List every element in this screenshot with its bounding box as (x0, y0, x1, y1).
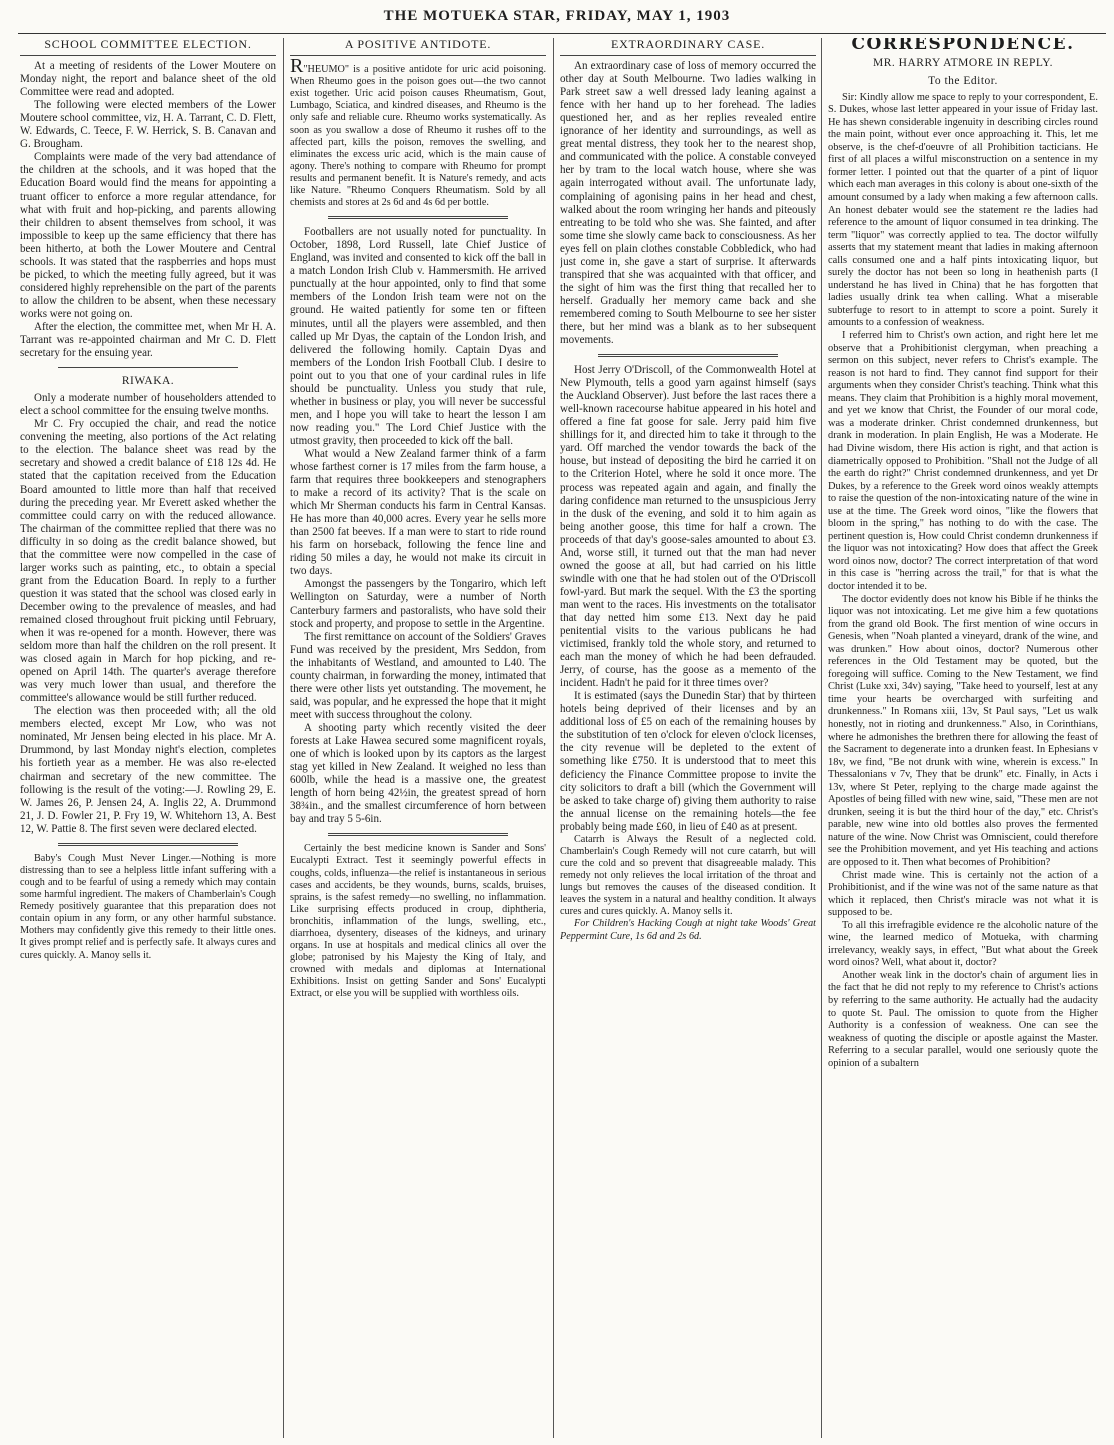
letter-paragraph: I referred him to Christ's own action, and right here let me observe that a Prohibitionist clergyman, when preaching a sermon on this subject, never refers to Christ's example. The reason is not hard to find. They cannot find support for their arguments when they consider Christ's teaching. Think what this means. They claim that Prohibition is a highly moral movement, and yet we know that Christ, the Founder of our moral code, was a moderate drinker. Christ condemned drunkenness, but drank in moderation. In plain English, He was a Moderate. He had Divine wisdom, there His action is right, and that action is diametrically opposed to Prohibition. "Shall not the Judge of all the earth do right?" Christ condemned drunkenness, and yet Dr Dukes, by a reference to the Greek word oinos weakly attempts to raise the question of the non-intoxicating nature of the wine in use at the time. The Greek word oinos, "like the flowers that bloom in the spring," has nothing to do with the case. The pertinent question is, How could Christ condemn drunkenness if the liquor was not intoxicating? How does that affect the Greek word oinos now, doctor? The correct interpretation of that word in this case is "herring across the trail," for that is what the doctor intended it to be. (828, 330, 1098, 592)
letter-paragraph: Another weak link in the doctor's chain of argument lies in the fact that he did not reply to my reference to Christ's actions by referring to the same authority. He actually had the audacity to quote St. Paul. The omission to quote from the Higher Authority is a confession of weakness. One can see the weakness of quoting the disciple or apostle against the Master. Referring to a secular parallel, would one seriously quote the opinion of a subaltern (828, 969, 1098, 1069)
article-paragraph: The election was then proceeded with; all the old members elected, except Mr Low, who was not nominated, Mr Jensen being elected in his place. Mr A. Drummond, by last Monday night's election, completes his fortieth year as a member. He was also re-elected chairman and secretary of the new committee. The following is the result of the voting:—J. Rowling 29, E. W. James 26, P. Jensen 24, A. Inglis 22, A. Drummond 21, J. D. Fowler 21, P. Fry 19, W. Whitehorn 13, A. Best 12, W. Pattie 8. The first seven were declared elected. (20, 705, 276, 835)
article-paragraph: The first remittance on account of the Soldiers' Graves Fund was received by the president, Mrs Seddon, from the inhabitants of Westland, and amounted to L40. The county chairman, in forwarding the money, intimated that there were other lists yet outstanding. The movement, he said, was popular, and he expressed the hope that it might meet with success throughout the colony. (290, 630, 546, 721)
riwaka-heading: RIWAKA. (121, 375, 175, 388)
article-paragraph: The following were elected members of the Lower Moutere school committee, viz, H. A. Tarrant, C. D. Flett, W. Edwards, C. Teece, F. W. Herrick, S. B. Canavan and G. Brougham. (20, 99, 276, 151)
article-paragraph: An extraordinary case of loss of memory occurred the other day at South Melbourne. Two ladies walking in Park street saw a well dressed lady leaning against a fence with her hand up to her forehead. The ladies questioned her, and as her replies revealed entire ignorance of her identity and surroundings, as well as great mental distress, they took her to the nearest shop, and communicated with the police. A constable conveyed her by tram to the local watch house, where she was again interrogated without avail. The unfortunate lady, complaining of agonising pains in her head and chest, walked about the room wringing her hands and piteously entreating to be told who she was. She fainted, and after some time she slowly came back to consciousness. As her eyes fell on plain clothes constable Cobbledick, who had just come in, she gave a start of surprise. It afterwards transpired that she was acquainted with that officer, and the sight of him was the first thing that recalled her to herself. Gradually her memory came back and she remembered coming to South Melbourne to see her sister there, but her mind was a blank as to her subsequent movements. (560, 60, 816, 347)
extraordinary-case-heading: EXTRAORDINARY CASE. (560, 38, 816, 56)
letter-paragraph: Christ made wine. This is certainly not the action of a Prohibitionist, and if the wine was not of the same nature as that which it replaced, then Christ's miracle was not what it is supposed to be. (828, 869, 1098, 919)
catarrh-advert: Catarrh is Always the Result of a neglected cold. Chamberlain's Cough Remedy will not cure catarrh, but will cure the cold and so prevent that disagreeable malady. This remedy not only relieves the local irritation of the throat and lungs but removes the causes of the diseased condition. It leaves the system in a natural and healthy condition. It always cures and cures quickly. A. Manoy sells it. (560, 833, 816, 918)
article-paragraph: At a meeting of residents of the Lower Moutere on Monday night, the report and balance sheet of the old Committee were read and adopted. (20, 60, 276, 99)
column-separator (283, 38, 284, 1438)
article-paragraph: A shooting party which recently visited the deer forests at Lake Hawea secured some magnificent royals, one of which is looked upon by its captors as the largest stag yet killed in New Zealand. It weighed no less than 600lb, while the head is a massive one, the greatest length of horn being 42½in, the greatest spread of horn 38¾in., and the smallest circumference of horn between bay and tray 5 5-6in. (290, 721, 546, 826)
column-3 (560, 38, 816, 1438)
antidote-heading: A POSITIVE ANTIDOTE. (290, 38, 546, 56)
article-paragraph: Host Jerry O'Driscoll, of the Commonwealth Hotel at New Plymouth, tells a good yarn against himself (says the Auckland Observer). Just before the last races there a well-known racecourse habitue appeared in his hotel and offered a fine fat goose for sale. Jerry paid him five shillings for it, and directed him to take it through to the yard. Off marched the vendor towards the back of the house, but instead of depositing the bird he carried it on to the Criterion Hotel, where he sold it once more. The process was repeated again and again, and finally the daring confidence man returned to the unsuspicious Jerry in the dusk of the evening, and sold it to him again as being another goose, this time for half a crown. The proceeds of that day's goose-sales amounted to about £3. And, worse still, it turned out that the man had never owned the goose at all, but had carried on his little swindle with one that he had stolen out of the O'Driscoll fowl-yard. But mark the sequel. With the £3 the sporting man went to the races. His investments on the totalisator that day netted him some £13. Next day he paid penitential visits to the various publicans he had victimised, frankly told the whole story, and returned to each man the money of which he had been defrauded. Jerry, of course, has the goose as a memento of the incident. Hadn't he paid for it three times over? (560, 364, 816, 690)
letter-paragraph: To all this irrefragible evidence re the alcoholic nature of the wine, the learned medico of Motueka, with charming irrelevancy, weakly says, in effect, "But what about the Greek word oinos? Well, what about it, doctor? (828, 919, 1098, 969)
divider (328, 833, 508, 836)
column-2 (290, 38, 546, 1438)
article-paragraph: After the election, the committee met, when Mr H. A. Tarrant was re-appointed chairman and Mr C. D. Flett secretary for the ensuing year. (20, 320, 276, 360)
divider (58, 843, 238, 846)
column-separator (553, 38, 554, 1438)
masthead-rule (18, 33, 1106, 34)
article-paragraph: Complaints were made of the very bad attendance of the children at the schools, and it was hoped that the Education Board would find the means for appointing a truant officer to enforce a more regular attendance, for what with fruit and hop-picking, and parents allowing their children to absent themselves from school, it was impossible to keep up the same efficiency that there has been hitherto, at both the Lower Moutere and Central schools. It was stated that the raspberries and hops must be picked, to which the meeting fully agreed, but it was considered highly reprehensible on the part of the parents to allow the children to be absent, when these necessary works were not going on. (20, 151, 276, 320)
drop-cap: R (290, 55, 304, 78)
article-paragraph: What would a New Zealand farmer think of a farm whose farthest corner is 17 miles from the farm house, a farm that requires three bookkeepers and stenographers to make a record of its activity? That is the scale on which Mr Sherman conducts his farm in Central Kansas. He has more than 40,000 acres. Every year he sells more than 2500 fat beeves. If a man were to start to ride round his farm on horseback, following the fence line and riding 50 miles a day, he would not make its circuit in two days. (290, 447, 546, 578)
school-committee-heading: SCHOOL COMMITTEE ELECTION. (20, 38, 276, 56)
letter-paragraph: Sir: Kindly allow me space to reply to your correspondent, E. S. Dukes, whose last letter appeared in your issue of Friday last. He has shewn considerable ingenuity in describing circles round the main point, without ever once approaching it. This, let me observe, is the chef-d'oeuvre of all Prohibition tacticians. He first of all places a wilful misconstruction on a sentence in my former letter. I pointed out that the quarter of a pint of liquor which each man averages in this colony is about one-sixth of the amount consumed by a lady when making a few afternoon calls. An honest debater would see the statement re the ladies had reference to the amount of liquor consumed in tea drinking. The term "liquor" was correctly applied to tea. The doctor wilfully asserts that my statement meant that ladies in making afternoon calls consumed one and a half pints intoxicating liquor, but surely the doctor has not been so long in heathenish parts (I understand he has lived in China) that he has forgotten that ladies usually drink tea when calling. What a miserable subterfuge to resort to in attempt to score a point. Surely it amounts to a confession of weakness. (828, 91, 1098, 329)
article-paragraph: Amongst the passengers by the Tongariro, which left Wellington on Saturday, were a number of North Canterbury farmers and pastoralists, who have sold their stock and property, and propose to settle in the Argentine. (290, 578, 546, 630)
article-paragraph: Mr C. Fry occupied the chair, and read the notice convening the meeting, also portions of the Act relating to the election. The balance sheet was read by the secretary and showed a credit balance of £18 12s 4d. He stated that the capitation received from the Education Board amounted to little more than half that received during the preceding year. Mr Everett asked whether the committee could carry on with the reduced allowance. The chairman of the committee replied that there was no difficulty in so doing as the credit balance showed, but that the committee were now compelled in the case of larger works such as painting, etc., to obtain a special grant from the Education Board. In reply to a further question it was stated that the school was closed early in December owing to the prevalence of measles, and had remained closed throughout fruit picking until February, when it was re-opened for a month. However, there was seldom more than half the children on the roll present. It was closed again in March for hop picking, and re-opened on April 14th. The quarter's average therefore was very much lower than usual, and therefore the committee's allowance would be still further reduced. (20, 418, 276, 705)
letter-addressee: To the Editor. (928, 75, 998, 88)
article-paragraph: Only a moderate number of householders attended to elect a school committee for the ensuing twelve months. (20, 392, 276, 418)
article-paragraph: It is estimated (says the Dunedin Star) that by thirteen hotels being deprived of their licenses and by an additional loss of £5 on each of the remaining houses by the substitution of ten o'clock for eleven o'clock licenses, the city revenue will be depleted to the extent of something like £750. It is understood that to meet this deficiency the Finance Committee propose to invite the city solicitors to draft a bill (which the Government will be asked to take charge of) giving them authority to raise the annual license on the remaining hotels—the fee probably being made £60, in lieu of £40 as at present. (560, 690, 816, 833)
letter-paragraph: The doctor evidently does not know his Bible if he thinks the liquor was not intoxicating. Let me give him a few quotations from the grand old Book. The first mention of wine occurs in Genesis, when "Noah planted a vineyard, drank of the wine, and was drunken." How about oinos, doctor? Numerous other references in the Old Testament may be quoted, but the foregoing will suffice. Coming to the New Testament, we find Christ (Luke xxi, 34v) saying, "Take heed to yourself, lest at any time your hearts be overcharged with surfeiting and drunkenness." In Romans xiii, 13v, St Paul says, "Let us walk honestly, not in rioting and drunkenness." Also, in Corinthians, where he admonishes the brethren there for allowing the feast of the Sacrament to degenerate into a drunken feast. In Ephesians v 18v, we find, "Be not drunk with wine, wherein is excess." In Thessalonians v 7v, They that be drunk" etc. Finally, in Acts i 13v, where St Peter, replying to the charge made against the Apostles of being filled with new wine, said, "These men are not drunken, seeing it is but the third hour of the day," etc. Christ's parable, new wine into old bottles also proves the fermented nature of the wine. Now Christ was Omniscient, could therefore see the Prohibition movement, and yet His teaching and actions are opposed to it. Then what becomes of Prohibition? (828, 593, 1098, 868)
divider (58, 367, 238, 368)
eucalypti-advert: Certainly the best medicine known is Sander and Sons' Eucalypti Extract. Test it seemingly powerful effects in coughs, colds, influenza—the relief is instantaneous in serious cases and accidents, be they wounds, burns, scalds, bruises, sprains, is the safest remedy—no swelling, no inflammation. Like surprising effects produced in croup, diphtheria, bronchitis, inflammation of the lungs, swelling, etc., diarrhoea, dysentery, diseases of the kidneys, and urinary organs. In use at hospitals and medical clinics all over the globe; patronised by his Majesty the King of Italy, and crowned with medals and diplomas at International Exhibitions. Insist on getting Sander and Sons' Eucalypti Extract, or else you will be supplied with worthless oils. (290, 843, 546, 1000)
divider (328, 216, 508, 219)
masthead: THE MOTUEKA STAR, FRIDAY, MAY 1, 1903 (383, 8, 731, 24)
letter-title: MR. HARRY ATMORE IN REPLY. (873, 56, 1053, 69)
rheumo-advert-text: "HEUMO" is a positive antidote for uric acid poisoning. When Rheumo goes in the poison goes out—the two cannot exist together. Uric acid poison causes Rheumatism, Gout, Lumbago, Sciatica, and kindred diseases, and Rheumo is the only safe and reliable cure. Rheumo works systematically. As soon as you swallow a dose of Rheumo it rushes off to the affected part, kills the poison, removes the swelling, and eliminates the excess uric acid, which is the main cause of agony. There's nothing to compare with Rheumo for prompt results and permanent benefit. It is Nature's remedy, and acts like Nature. "Rheumo Conquers Rheumatism. Sold by all chemists and stores at 2s 6d and 4s 6d per bottle. (290, 64, 546, 209)
article-paragraph: Footballers are not usually noted for punctuality. In October, 1898, Lord Russell, late Chief Justice of England, was invited and consented to kick off the ball in a match London Irish Club v. Hammersmith. He arrived punctually at the hour appointed, only to find that some members of the London Irish team were not on the ground. He waited patiently for some ten or fifteen minutes, until all the players were assembled, and then called up Mr Dyas, the captain of the London Irish, and delivered the following homily. Captain Dyas and members of the London Irish Football Club. I desire to point out to you that one of your cardinal rules in life should be punctuality. Unless you study that rule, whether in business or play, you will never be successful men, and I hope you will take to heart the lesson I am now reading you." The Lord Chief Justice with the utmost gravity, then proceeded to kick off the ball. (290, 226, 546, 447)
divider (598, 354, 778, 357)
peppermint-cure-advert: For Children's Hacking Cough at night take Woods' Great Peppermint Cure, 1s 6d and 2s 6d. (560, 918, 816, 942)
rheumo-advert (290, 55, 546, 209)
column-1 (20, 38, 276, 1438)
column-4 (828, 38, 1098, 1438)
column-separator (821, 38, 822, 1438)
cough-remedy-advert: Baby's Cough Must Never Linger.—Nothing is more distressing than to see a helpless little infant suffering with a cough and to be fearful of using a remedy which may contain some harmful ingredient. The makers of Chamberlain's Cough Remedy positively guarantee that this preparation does not contain opium in any form, or any other harmful substance. Mothers may confidently give this remedy to their little ones. It gives prompt relief and is perfectly safe. It always cures and cures quickly. A. Manoy sells it. (20, 852, 276, 961)
correspondence-heading: CORRESPONDENCE. (851, 38, 1075, 54)
